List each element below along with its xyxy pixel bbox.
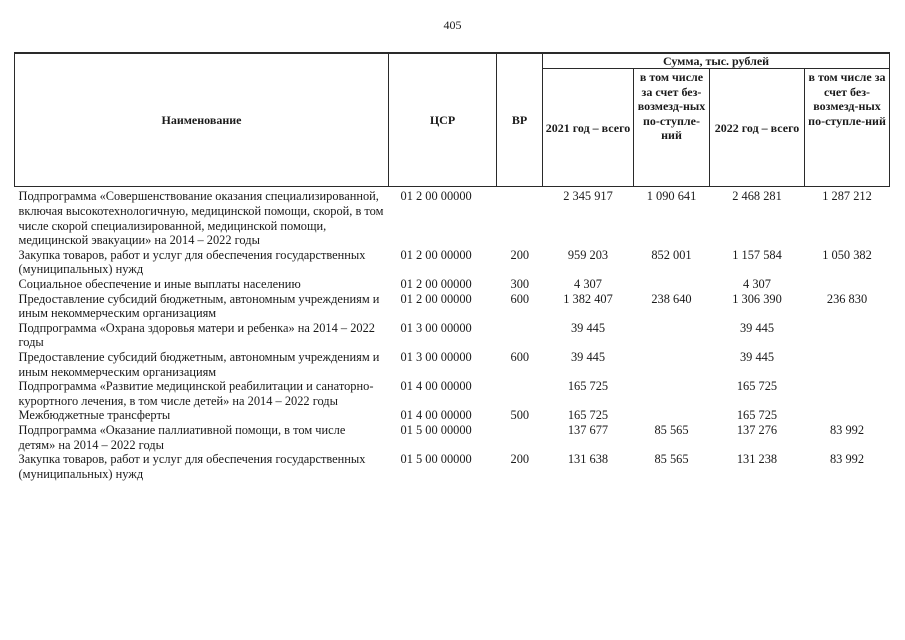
row-name: Социальное обеспечение и иные выплаты населению <box>18 276 301 291</box>
row-vr: 600 <box>510 291 530 306</box>
row-csr: 01 2 00 00000 <box>400 247 472 262</box>
row-free-2022 <box>805 379 890 408</box>
table-row <box>15 248 890 277</box>
row-free-2022 <box>805 321 890 350</box>
row-csr: 01 3 00 00000 <box>400 349 472 364</box>
row-csr: 01 4 00 00000 <box>400 379 472 394</box>
row-csr: 01 2 00 00000 <box>400 291 472 306</box>
row-free-2021 <box>634 277 710 292</box>
row-vr <box>497 187 543 248</box>
row-name: Предоставление субсидий бюджетным, автономным учреждениям и иным некоммерческим организациям <box>18 291 380 321</box>
row-sum-2021: 39 445 <box>570 320 606 335</box>
row-csr: 01 3 00 00000 <box>400 320 472 335</box>
table-row <box>15 321 890 350</box>
table-row <box>15 277 890 292</box>
row-name: Закупка товаров, работ и услуг для обеспечения государственных (муниципальных) нужд <box>18 452 366 481</box>
header-csr: ЦСР <box>389 53 497 187</box>
table-row <box>15 350 890 379</box>
row-sum-2021: 1 382 407 <box>563 291 613 306</box>
page-number: 405 <box>443 18 462 32</box>
row-name: Межбюджетные трансферты <box>18 408 171 423</box>
row-sum-2022: 131 238 <box>736 452 778 467</box>
row-free-2022 <box>805 277 890 292</box>
row-sum-2022: 137 276 <box>736 422 778 437</box>
row-sum-2021: 165 725 <box>567 379 609 394</box>
table-row <box>15 452 890 481</box>
header-sum-group: Сумма, тыс. рублей <box>543 53 890 69</box>
row-sum-2022: 2 468 281 <box>732 189 782 204</box>
row-name: Предоставление субсидий бюджетным, автономным учреждениям и иным некоммерческим организациям <box>18 349 380 379</box>
row-free-2021 <box>634 350 710 379</box>
header-2022-free: в том числе за счет без-возмезд-ных по-ступле-ний <box>805 69 890 187</box>
row-csr: 01 5 00 00000 <box>400 452 472 467</box>
row-sum-2021: 165 725 <box>567 408 609 423</box>
header-2021-free: в том числе за счет без-возмезд-ных по-ступле-ний <box>634 69 710 187</box>
row-sum-2022: 4 307 <box>743 276 771 291</box>
row-free-2022: 83 992 <box>829 422 865 437</box>
row-csr: 01 5 00 00000 <box>400 422 472 437</box>
table-body <box>15 187 890 481</box>
budget-table <box>14 52 890 481</box>
row-free-2021: 852 001 <box>651 247 692 262</box>
row-vr: 600 <box>510 349 530 364</box>
row-sum-2021: 131 638 <box>567 452 609 467</box>
row-name: Подпрограмма «Охрана здоровья матери и ребенка» на 2014 – 2022 годы <box>18 320 375 350</box>
row-name: Подпрограмма «Развитие медицинской реабилитации и санаторно-курортного лечения, в том числе детей» на 2014 – 2022 годы <box>18 379 374 408</box>
row-sum-2022: 39 445 <box>739 320 775 335</box>
table-row <box>15 408 890 423</box>
row-free-2021: 85 565 <box>654 422 689 437</box>
row-vr: 300 <box>510 276 530 291</box>
row-sum-2021: 137 677 <box>567 422 609 437</box>
row-free-2021: 85 565 <box>654 452 689 467</box>
table-row <box>15 187 890 248</box>
row-csr: 01 4 00 00000 <box>400 408 472 423</box>
row-vr <box>497 321 543 350</box>
row-free-2022: 236 830 <box>826 291 868 306</box>
row-vr <box>497 423 543 452</box>
row-sum-2022: 165 725 <box>736 408 778 423</box>
row-sum-2021: 4 307 <box>574 276 602 291</box>
row-name: Закупка товаров, работ и услуг для обеспечения государственных (муниципальных) нужд <box>18 247 366 277</box>
header-2021-total: 2021 год – всего <box>543 69 634 187</box>
row-name: Подпрограмма «Совершенствование оказания специализированной, включая высокотехнологичную, медицинской помощи, скорой, в том числе скорой специализированной, медицинской помощи, медицинской эвакуации» на 2014 – 2022 годы <box>18 189 384 248</box>
row-csr: 01 2 00 00000 <box>400 276 472 291</box>
row-sum-2021: 2 345 917 <box>563 189 613 204</box>
row-vr: 200 <box>510 247 530 262</box>
row-free-2021 <box>634 321 710 350</box>
row-vr <box>497 379 543 408</box>
header-2022-total: 2022 год – всего <box>710 69 805 187</box>
header-name: Наименование <box>15 53 389 187</box>
table-header <box>15 53 890 187</box>
row-free-2021 <box>634 379 710 408</box>
row-free-2022: 1 050 382 <box>822 247 872 262</box>
row-csr: 01 2 00 00000 <box>400 189 472 204</box>
row-sum-2022: 1 306 390 <box>732 291 782 306</box>
row-sum-2022: 165 725 <box>736 379 778 394</box>
row-name: Подпрограмма «Оказание паллиативной помощи, в том числе детям» на 2014 – 2022 годы <box>18 422 346 452</box>
row-free-2022: 83 992 <box>829 452 865 467</box>
row-free-2022: 1 287 212 <box>822 189 872 204</box>
row-sum-2021: 959 203 <box>567 247 609 262</box>
table-row <box>15 379 890 408</box>
row-sum-2022: 1 157 584 <box>732 247 782 262</box>
row-free-2022 <box>805 408 890 423</box>
row-vr: 200 <box>510 452 530 467</box>
row-free-2021: 238 640 <box>651 291 692 306</box>
table-row <box>15 423 890 452</box>
row-free-2022 <box>805 350 890 379</box>
row-free-2021: 1 090 641 <box>646 189 697 204</box>
header-vr: ВР <box>497 53 543 187</box>
row-sum-2021: 39 445 <box>570 349 606 364</box>
row-free-2021 <box>634 408 710 423</box>
table-row <box>15 292 890 321</box>
row-sum-2022: 39 445 <box>739 349 775 364</box>
row-vr: 500 <box>510 408 530 423</box>
